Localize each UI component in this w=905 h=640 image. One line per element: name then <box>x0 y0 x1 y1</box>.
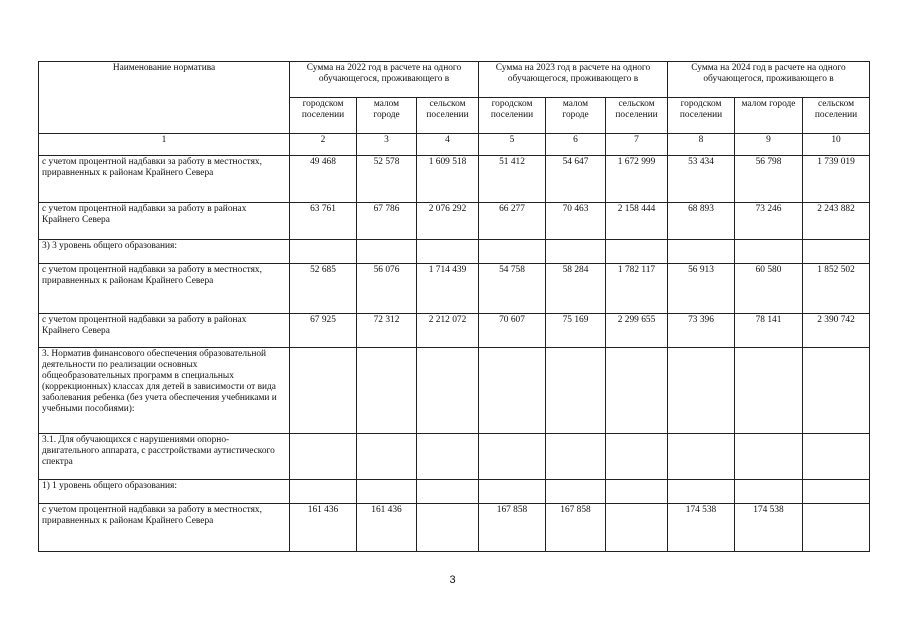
cell-value <box>417 504 479 552</box>
cell-value <box>803 504 870 552</box>
cell-value <box>417 480 479 504</box>
subcol-rural: сельском поселении <box>803 98 870 134</box>
cell-value: 49 468 <box>290 156 357 203</box>
subcol-urban: городском поселении <box>668 98 735 134</box>
row-label: 3.1. Для обучающихся с нарушениями опорно-двигательного аппарата, с расстройствами аутистического спектра <box>39 434 290 480</box>
cell-value: 67 786 <box>357 203 417 240</box>
cell-value: 70 607 <box>479 314 546 348</box>
cell-value: 60 580 <box>735 264 803 314</box>
cell-value <box>357 348 417 434</box>
subcol-rural: сельском поселении <box>417 98 479 134</box>
cell-value: 161 436 <box>357 504 417 552</box>
row-label: 1) 1 уровень общего образования: <box>39 480 290 504</box>
cell-value <box>290 348 357 434</box>
cell-value: 1 852 502 <box>803 264 870 314</box>
cell-value <box>606 348 668 434</box>
cell-value: 1 714 439 <box>417 264 479 314</box>
cell-value: 53 434 <box>668 156 735 203</box>
page-number: 3 <box>449 574 456 586</box>
cell-value: 58 284 <box>546 264 606 314</box>
table-row <box>39 156 870 203</box>
column-number-row <box>39 134 870 156</box>
cell-value <box>546 348 606 434</box>
cell-value <box>357 240 417 264</box>
column-number: 9 <box>735 134 803 156</box>
cell-value: 161 436 <box>290 504 357 552</box>
subcol-rural: сельском поселении <box>606 98 668 134</box>
cell-value: 2 390 742 <box>803 314 870 348</box>
name-column-header: Наименование норматива <box>39 62 290 134</box>
cell-value: 75 169 <box>546 314 606 348</box>
row-label: с учетом процентной надбавки за работу в местностях, приравненных к районам Крайнего Севера <box>39 264 290 314</box>
cell-value: 1 672 999 <box>606 156 668 203</box>
cell-value <box>606 434 668 480</box>
year-2024-header: Сумма на 2024 год в расчете на одного обучающегося, проживающего в <box>668 62 870 98</box>
subcol-small-town: малом городе <box>546 98 606 134</box>
cell-value: 66 277 <box>479 203 546 240</box>
cell-value <box>417 240 479 264</box>
column-number: 6 <box>546 134 606 156</box>
table-row <box>39 348 870 434</box>
cell-value: 167 858 <box>479 504 546 552</box>
cell-value <box>803 480 870 504</box>
column-number: 2 <box>290 134 357 156</box>
cell-value: 63 761 <box>290 203 357 240</box>
subcol-small-town: малом городе <box>735 98 803 134</box>
row-label: с учетом процентной надбавки за работу в местностях, приравненных к районам Крайнего Севера <box>39 504 290 552</box>
normatives-table <box>38 61 870 552</box>
table-row <box>39 240 870 264</box>
cell-value <box>668 434 735 480</box>
cell-value: 54 758 <box>479 264 546 314</box>
cell-value: 78 141 <box>735 314 803 348</box>
cell-value: 68 893 <box>668 203 735 240</box>
cell-value <box>479 434 546 480</box>
cell-value <box>668 348 735 434</box>
row-label: с учетом процентной надбавки за работу в районах Крайнего Севера <box>39 314 290 348</box>
cell-value: 67 925 <box>290 314 357 348</box>
cell-value: 56 798 <box>735 156 803 203</box>
cell-value <box>668 240 735 264</box>
cell-value <box>357 480 417 504</box>
cell-value <box>735 434 803 480</box>
cell-value <box>357 434 417 480</box>
cell-value: 2 243 882 <box>803 203 870 240</box>
cell-value: 167 858 <box>546 504 606 552</box>
cell-value <box>546 240 606 264</box>
cell-value <box>479 240 546 264</box>
cell-value <box>417 348 479 434</box>
cell-value <box>290 240 357 264</box>
column-number: 1 <box>39 134 290 156</box>
cell-value: 174 538 <box>668 504 735 552</box>
cell-value <box>546 434 606 480</box>
cell-value: 52 578 <box>357 156 417 203</box>
cell-value <box>668 480 735 504</box>
cell-value <box>546 480 606 504</box>
cell-value: 2 212 072 <box>417 314 479 348</box>
cell-value <box>803 434 870 480</box>
cell-value <box>735 348 803 434</box>
row-label: с учетом процентной надбавки за работу в районах Крайнего Севера <box>39 203 290 240</box>
cell-value: 73 396 <box>668 314 735 348</box>
cell-value <box>290 434 357 480</box>
cell-value <box>803 240 870 264</box>
row-label: 3. Норматив финансового обеспечения образовательной деятельности по реализации основных общеобразовательных программ в специальных (коррекционных) классах для детей в зависимости от вида заболевания ребенка (без учета обеспечения учебниками и учебными пособиями): <box>39 348 290 434</box>
cell-value: 2 076 292 <box>417 203 479 240</box>
table-row <box>39 203 870 240</box>
row-label: с учетом процентной надбавки за работу в местностях, приравненных к районам Крайнего Севера <box>39 156 290 203</box>
cell-value: 2 299 655 <box>606 314 668 348</box>
cell-value <box>735 480 803 504</box>
table-row <box>39 504 870 552</box>
column-number: 10 <box>803 134 870 156</box>
cell-value: 72 312 <box>357 314 417 348</box>
row-label: 3) 3 уровень общего образования: <box>39 240 290 264</box>
cell-value: 51 412 <box>479 156 546 203</box>
cell-value <box>606 480 668 504</box>
column-number: 7 <box>606 134 668 156</box>
table-row <box>39 314 870 348</box>
cell-value <box>479 480 546 504</box>
cell-value: 54 647 <box>546 156 606 203</box>
column-number: 4 <box>417 134 479 156</box>
cell-value: 70 463 <box>546 203 606 240</box>
subcol-urban: городском поселении <box>479 98 546 134</box>
cell-value <box>479 348 546 434</box>
column-number: 5 <box>479 134 546 156</box>
cell-value: 174 538 <box>735 504 803 552</box>
year-2022-header: Сумма на 2022 год в расчете на одного обучающегося, проживающего в <box>290 62 479 98</box>
cell-value: 56 076 <box>357 264 417 314</box>
cell-value: 1 739 019 <box>803 156 870 203</box>
cell-value <box>290 480 357 504</box>
cell-value: 1 782 117 <box>606 264 668 314</box>
table-row <box>39 264 870 314</box>
cell-value: 56 913 <box>668 264 735 314</box>
cell-value <box>417 434 479 480</box>
cell-value <box>606 240 668 264</box>
cell-value: 2 158 444 <box>606 203 668 240</box>
subcol-small-town: малом городе <box>357 98 417 134</box>
subcol-urban: городском поселении <box>290 98 357 134</box>
cell-value <box>803 348 870 434</box>
year-2023-header: Сумма на 2023 год в расчете на одного обучающегося, проживающего в <box>479 62 668 98</box>
column-number: 8 <box>668 134 735 156</box>
cell-value: 52 685 <box>290 264 357 314</box>
cell-value: 73 246 <box>735 203 803 240</box>
cell-value <box>735 240 803 264</box>
cell-value: 1 609 518 <box>417 156 479 203</box>
table-row <box>39 434 870 480</box>
column-number: 3 <box>357 134 417 156</box>
table-row <box>39 480 870 504</box>
cell-value <box>606 504 668 552</box>
